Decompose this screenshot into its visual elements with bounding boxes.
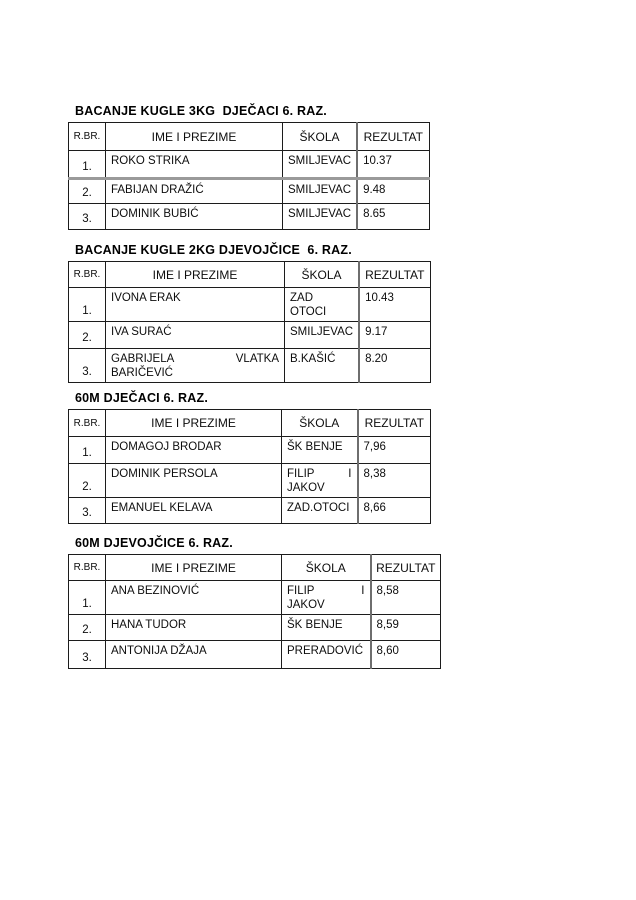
text-line: [287, 467, 352, 481]
column-header: R.BR.: [69, 262, 106, 288]
school-cell: ZAD.OTOCI: [282, 498, 358, 524]
school-cell: SMILJEVAC: [283, 204, 358, 230]
result-cell: 9.17: [359, 322, 430, 349]
column-header: IME I PREZIME: [106, 410, 282, 437]
result-cell: 8,58: [371, 581, 441, 615]
column-header: ŠKOLA: [282, 410, 358, 437]
column-header: R.BR.: [69, 123, 106, 151]
text-line: [287, 481, 352, 495]
header-row: [69, 123, 430, 151]
text-line: [287, 584, 365, 598]
results-table: [68, 122, 430, 230]
text-word: I: [361, 585, 365, 597]
result-cell: 8.65: [357, 204, 429, 230]
text-line: [290, 291, 353, 305]
school-cell: B.KAŠIĆ: [285, 349, 360, 383]
header-row: [69, 410, 431, 437]
name-cell: ROKO STRIKA: [106, 151, 283, 179]
table-row: [69, 581, 441, 615]
column-header: ŠKOLA: [285, 262, 360, 288]
name-cell: IVA SURAĆ: [106, 322, 285, 349]
text-line: [290, 305, 353, 319]
result-cell: 8.20: [359, 349, 430, 383]
column-header: REZULTAT: [371, 555, 441, 581]
school-cell: [282, 581, 371, 615]
column-header: REZULTAT: [359, 262, 430, 288]
header-row: [69, 262, 431, 288]
table-title: 60M DJEVOJČICE 6. RAZ.: [75, 536, 233, 550]
text-word: GABRIJELA: [111, 353, 175, 365]
text-word: JAKOV: [287, 599, 325, 611]
school-cell: ŠK BENJE: [282, 437, 358, 464]
name-cell: HANA TUDOR: [106, 615, 282, 641]
rank-cell: 1.: [69, 437, 106, 464]
school-cell: [285, 288, 360, 322]
school-cell: ŠK BENJE: [282, 615, 371, 641]
text-word: I: [348, 468, 352, 480]
table-row: [69, 288, 431, 322]
header-row: [69, 555, 441, 581]
column-header: REZULTAT: [358, 410, 431, 437]
rank-cell: 2.: [69, 179, 106, 204]
table-row: [69, 641, 441, 669]
rank-cell: 2.: [69, 464, 106, 498]
name-cell: DOMAGOJ BRODAR: [106, 437, 282, 464]
result-cell: 8,59: [371, 615, 441, 641]
name-cell: ANA BEZINOVIĆ: [106, 581, 282, 615]
table-section: [68, 243, 431, 383]
table-title: BACANJE KUGLE 3KG DJEČACI 6. RAZ.: [75, 104, 327, 118]
column-header: IME I PREZIME: [106, 555, 282, 581]
result-cell: 10.43: [359, 288, 430, 322]
rank-cell: 3.: [69, 204, 106, 230]
text-word: BARIČEVIĆ: [111, 367, 173, 379]
text-line: [111, 366, 279, 380]
school-cell: [282, 464, 358, 498]
text-line: [111, 352, 279, 366]
school-cell: SMILJEVAC: [283, 179, 358, 204]
rank-cell: 3.: [69, 498, 106, 524]
table-row: [69, 179, 430, 204]
column-header: R.BR.: [69, 555, 106, 581]
results-table: [68, 554, 441, 669]
name-cell: ANTONIJA DŽAJA: [106, 641, 282, 669]
table-section: [68, 391, 431, 524]
name-cell: DOMINIK BUBIĆ: [106, 204, 283, 230]
table-title: 60M DJEČACI 6. RAZ.: [75, 391, 208, 405]
column-header: REZULTAT: [357, 123, 429, 151]
table-row: [69, 349, 431, 383]
table-row: [69, 498, 431, 524]
rank-cell: 2.: [69, 322, 106, 349]
rank-cell: 1.: [69, 288, 106, 322]
column-header: R.BR.: [69, 410, 106, 437]
name-cell: FABIJAN DRAŽIĆ: [106, 179, 283, 204]
rank-cell: 1.: [69, 151, 106, 179]
column-header: IME I PREZIME: [106, 123, 283, 151]
text-word: ZAD: [290, 292, 313, 304]
text-line: [287, 598, 365, 612]
table-row: [69, 204, 430, 230]
text-word: FILIP: [287, 468, 315, 480]
result-cell: 8,66: [358, 498, 431, 524]
rank-cell: 3.: [69, 349, 106, 383]
result-cell: 8,60: [371, 641, 441, 669]
name-cell: [106, 349, 285, 383]
name-cell: DOMINIK PERSOLA: [106, 464, 282, 498]
school-cell: SMILJEVAC: [285, 322, 360, 349]
table-row: [69, 464, 431, 498]
results-table: [68, 261, 431, 383]
name-cell: EMANUEL KELAVA: [106, 498, 282, 524]
rank-cell: 2.: [69, 615, 106, 641]
table-row: [69, 151, 430, 179]
result-cell: 10.37: [357, 151, 429, 179]
column-header: ŠKOLA: [282, 555, 371, 581]
rank-cell: 1.: [69, 581, 106, 615]
rank-cell: 3.: [69, 641, 106, 669]
text-word: VLATKA: [235, 353, 279, 365]
table-title: BACANJE KUGLE 2KG DJEVOJČICE 6. RAZ.: [75, 243, 352, 257]
table-row: [69, 437, 431, 464]
table-section: [68, 536, 441, 669]
name-cell: IVONA ERAK: [106, 288, 285, 322]
table-row: [69, 322, 431, 349]
text-word: FILIP: [287, 585, 315, 597]
result-cell: 9.48: [357, 179, 429, 204]
result-cell: 7,96: [358, 437, 431, 464]
table-section: [68, 104, 430, 230]
table-row: [69, 615, 441, 641]
column-header: ŠKOLA: [283, 123, 358, 151]
text-word: OTOCI: [290, 306, 327, 318]
results-table: [68, 409, 431, 524]
result-cell: 8,38: [358, 464, 431, 498]
column-header: IME I PREZIME: [106, 262, 285, 288]
school-cell: PRERADOVIĆ: [282, 641, 371, 669]
school-cell: SMILJEVAC: [283, 151, 358, 179]
text-word: JAKOV: [287, 482, 325, 494]
